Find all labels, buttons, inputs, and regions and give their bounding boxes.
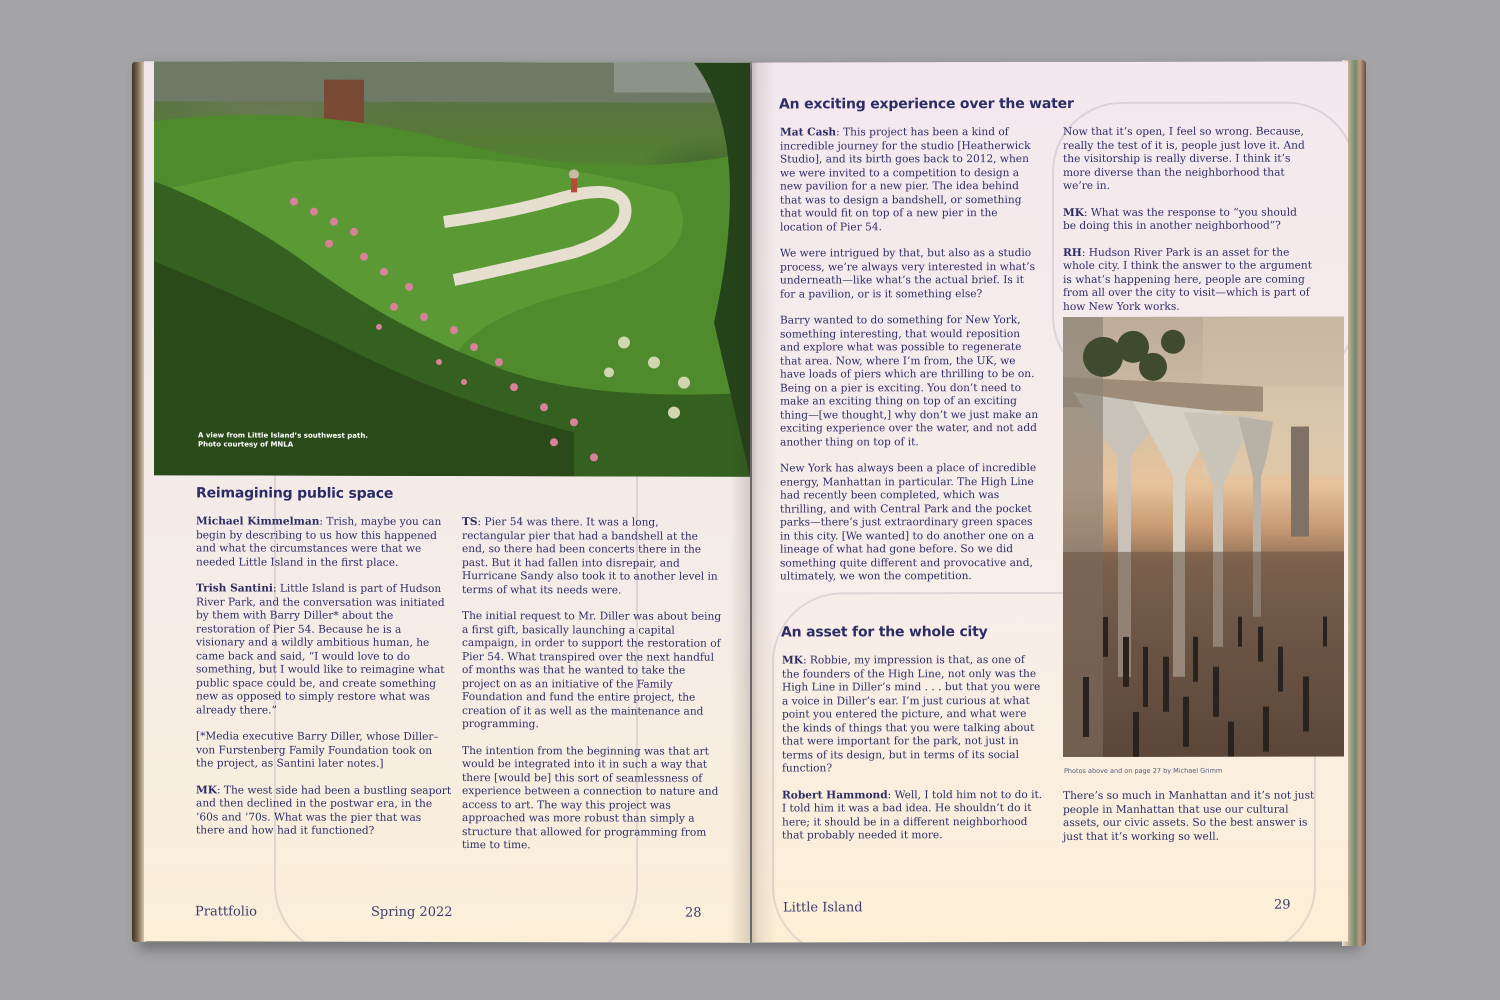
paragraph-text: The initial request to Mr. Diller was about being a first gift, basically launching a capital campaign, in order to support the restoration of Pier 54. What transpired over the next handful of months was that he wanted to take the project on as an initiative of the Family Foundation and fund the entire project, the creation of it as well as the maintenance and programming.	[462, 610, 722, 731]
text-column-1b	[782, 654, 1044, 856]
paragraph-text: New York has always been a place of incredible energy, Manhattan in particular. The High Line had recently been completed, which was thrilling, and with Central Park and the pocket parks—there’s just extraordinary green spaces in this city. [We wanted] to do another one on a lineage of what had gone before. So we did something quite different and provocative and, ultimately, we won the competition.	[780, 462, 1037, 583]
right-page	[752, 61, 1348, 942]
paragraph-text: : This project has been a kind of incredible journey for the studio [Heatherwick Studio], and its birth goes back to 2012, when we were invited to a competition to design a new pavilion for a new pier. The idea behind that was to design a bandshell, or something that would fit on top of a new pier in the location of Pier 54.	[780, 126, 1031, 233]
paragraph-text: : Trish, maybe you can begin by describing to us how this happened and what the circumstances were that we needed Little Island in the first place.	[196, 515, 442, 569]
speaker-name: Robert Hammond	[782, 788, 888, 801]
page-number: 28	[685, 905, 702, 921]
section-heading-2: An asset for the whole city	[781, 624, 988, 641]
little-island-photo	[1063, 316, 1344, 756]
paragraph-text: There’s so much in Manhattan and it’s not just people in Manhattan that use our cultural assets, our civic assets. So the best answer is just that it’s working so well.	[1063, 789, 1315, 843]
left-page	[144, 61, 750, 943]
footer-section: Little Island	[783, 900, 863, 916]
paragraph-text: : Pier 54 was there. It was a long, rectangular pier that had a bandshell at the end, so there had been concerts there in the past. But it had fallen into disrepair, and Hurricane Sandy also took it to another level in terms of what its needs were.	[462, 516, 718, 596]
paragraph-text: : What was the response to “you should be doing this in another neighborhood”?	[1063, 206, 1297, 232]
paragraph	[782, 654, 1044, 776]
paragraph	[196, 515, 452, 570]
section-heading: Reimagining public space	[196, 485, 394, 502]
photo-caption: Photos above and on page 27 by Michael Grimm	[1064, 766, 1223, 775]
paragraph	[1063, 126, 1313, 194]
paragraph-text: : Well, I told him not to do it. I told him it was a bad idea. He shouldn’t do it here; it should be in a different neighborhood that probably needed it more.	[782, 788, 1043, 842]
paragraph	[780, 247, 1042, 301]
paragraph-text: We were intrigued by that, but also as a studio process, we’re always very interested in what’s underneath—like what’s the actual brief. Is it for a pavilion, or is it something else?	[780, 247, 1036, 300]
paragraph-text: : Little Island is part of Hudson River Park, and the conversation was initiated by them with Barry Diller* about the restoration of Pier 54. Because he is a visionary and a wildly ambitious human, he came back and said, “I would love to do something, but I would like to reimagine what public space could be, and create something new as opposed to simply restore what was already there.”	[196, 582, 445, 717]
paragraph	[1063, 790, 1325, 844]
paragraph-text: The intention from the beginning was that art would be integrated into it in such a way that there [would be] this sort of seamlessness of experience between a connection to nature and access to art. The way this project was approached was more robust than simply a structure that allowed for programming from time to time.	[462, 744, 719, 852]
paragraph	[462, 745, 724, 854]
paragraph	[1063, 206, 1313, 233]
speaker-name: MK	[782, 654, 803, 667]
text-column-2a	[1063, 126, 1313, 327]
text-column-2b	[1063, 790, 1325, 857]
section-heading-1: An exciting experience over the water	[779, 95, 1074, 113]
paragraph	[780, 126, 1042, 234]
paragraph	[462, 516, 724, 598]
page-number: 29	[1274, 897, 1291, 913]
speaker-name: Michael Kimmelman	[196, 515, 320, 528]
speaker-name: MK	[196, 783, 217, 796]
paragraph	[462, 610, 724, 732]
speaker-name: TS	[462, 516, 478, 529]
paragraph-text: : Robbie, my impression is that, as one of the founders of the High Line, not only was the High Line in Diller’s mind . . . but that you were a voice in Diller’s ear. I’m just curious at what point you entered the picture, and what were the kinds of things that you were talking about that were important for the park, not just in terms of its design, but in terms of its social function?	[782, 654, 1041, 775]
speaker-name: MK	[1063, 206, 1084, 219]
paragraph-text: Barry wanted to do something for New York, something interesting, that would reposition and explore what was possible to regenerate that area. Now, where I’m from, the UK, we have loads of piers which are thrilling to be on. Being on a pier is exciting. You don’t need to make an exciting thing on top of an exciting thing—[we thought,] why don’t we just make an exciting experience over the water, and not add another thing on top of it.	[780, 314, 1039, 448]
little-island-illustration	[1063, 316, 1344, 756]
paragraph	[196, 582, 452, 718]
paragraph	[780, 462, 1042, 584]
text-column-2	[462, 516, 724, 866]
paragraph	[782, 789, 1044, 843]
footer-issue: Spring 2022	[371, 904, 453, 921]
paragraph-text: [*Media executive Barry Diller, whose Diller–von Furstenberg Family Foundation took on the project, as Santini later notes.]	[196, 730, 439, 770]
speaker-name: Mat Cash	[780, 126, 837, 139]
garden-photo	[154, 61, 750, 477]
paragraph	[196, 730, 452, 771]
speaker-name: Trish Santini	[196, 582, 273, 595]
speaker-name: RH	[1063, 246, 1082, 259]
paragraph	[1063, 246, 1313, 314]
footer-publication: Prattfolio	[195, 904, 257, 920]
paragraph-text: Now that it’s open, I feel so wrong. Because, really the test of it is, people just love it. And the visitorship is really diverse. I think it’s more diverse than the neighborhood that we’re in.	[1063, 125, 1305, 192]
paragraph	[196, 784, 452, 839]
garden-illustration	[154, 61, 750, 477]
text-column-1a	[780, 126, 1042, 597]
paragraph	[780, 314, 1042, 449]
paragraph-text: : The west side had been a bustling seaport and then declined in the postwar era, in the ’60s and ’70s. What was the pier that was there and how had it functioned?	[196, 783, 452, 837]
text-column-1	[196, 515, 452, 851]
photo-caption: A view from Little Island’s southwest path.	[198, 431, 368, 440]
photo-credit: Photo courtesy of MNLA	[198, 440, 294, 449]
paragraph-text: : Hudson River Park is an asset for the whole city. I think the answer to the argument is what’s happening here, people are coming from all over the city to visit—which is part of how New York works.	[1063, 246, 1312, 313]
